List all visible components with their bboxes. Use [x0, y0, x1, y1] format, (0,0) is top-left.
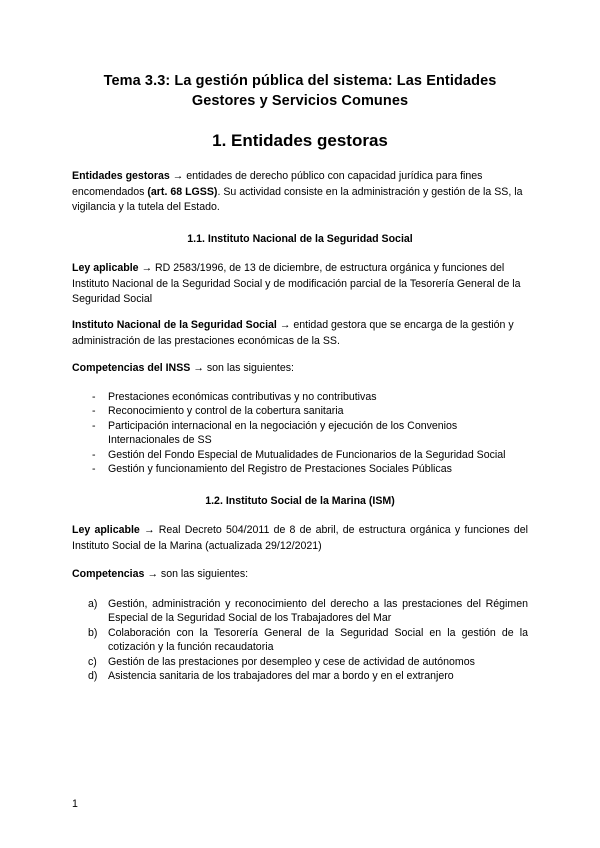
intro-term: Entidades gestoras — [72, 170, 170, 182]
intro-text-1: entidades de derecho público con capacidad jurídica para fines encomendados — [72, 170, 483, 198]
competencias-ism-paragraph — [72, 567, 528, 583]
inss-definition-text: entidad gestora que se encarga de la gestión y administración de las prestaciones económicas de la SS. — [72, 319, 514, 347]
inss-list — [72, 390, 528, 476]
list-item: - Gestión del Fondo Especial de Mutualidades de Funcionarios de la Seguridad Social — [92, 448, 506, 461]
page-number: 1 — [72, 798, 78, 810]
document-title — [60, 71, 540, 111]
list-item: c) Gestión de las prestaciones por desempleo y cese de actividad de autónomos — [88, 655, 475, 668]
list-item: - Participación internacional en la negociación y ejecución de los Convenios Internacionales de SS — [92, 419, 458, 447]
ley-ism-arrow: → — [139, 524, 159, 536]
list-item: - Prestaciones económicas contributivas y no contributivas — [92, 391, 377, 403]
dash-marker: - — [92, 405, 96, 418]
ism-list — [72, 597, 528, 683]
ley-ism-text: Real Decreto 504/2011 de 8 de abril, de estructura orgánica y funciones del Instituto Social de la Marina (actualizada 29/12/2021) — [72, 524, 528, 552]
dash-marker: - — [92, 391, 96, 403]
inss-definition-arrow: → — [276, 319, 294, 331]
dash-marker: - — [92, 448, 96, 461]
title-line-2: Gestores y Servicios Comunes — [191, 93, 409, 109]
subheading-ism: 1.2. Instituto Social de la Marina (ISM) — [205, 495, 395, 507]
intro-ref: (art. 68 LGSS) — [147, 185, 218, 198]
competencias-ism-term: Competencias — [72, 568, 145, 580]
intro-paragraph — [72, 169, 528, 216]
dash-marker: - — [92, 463, 96, 476]
intro-arrow: → — [169, 170, 187, 182]
letter-marker: b) — [88, 626, 98, 639]
inss-definition-paragraph — [72, 318, 528, 349]
ley-ism-paragraph — [72, 523, 528, 554]
list-item: a) Gestión, administración y reconocimiento del derecho a las prestaciones del Régimen Especial de la Seguridad Social de los Trabajadores del Mar — [88, 598, 528, 625]
letter-marker: a) — [88, 598, 98, 610]
intro-text-2: . Su actividad consiste en la administración y gestión de la SS, la vigilancia y la tutela del Estado. — [72, 185, 523, 213]
dash-marker: - — [92, 419, 96, 432]
subheading-inss: 1.1. Instituto Nacional de la Seguridad Social — [187, 233, 413, 245]
competencias-inss-paragraph — [72, 361, 528, 377]
ley-ism-term: Ley aplicable — [72, 524, 140, 536]
list-item: d) Asistencia sanitaria de los trabajadores del mar a bordo y en el extranjero — [88, 670, 454, 683]
inss-definition-term: Instituto Nacional de la Seguridad Social — [72, 319, 277, 331]
competencias-inss-term: Competencias del INSS — [72, 362, 191, 374]
ley-inss-arrow: → — [138, 262, 156, 274]
ley-inss-text: RD 2583/1996, de 13 de diciembre, de estructura orgánica y funciones del Instituto Nacional de la Seguridad Social y de modificación parcial de la Tesorería General de la Seguridad Social — [72, 262, 521, 305]
competencias-ism-text: son las siguientes: — [160, 568, 249, 580]
letter-marker: c) — [88, 655, 97, 668]
section-heading: 1. Entidades gestoras — [212, 131, 388, 150]
ley-inss-term: Ley aplicable — [72, 262, 139, 274]
list-item: - Gestión y funcionamiento del Registro de Prestaciones Sociales Públicas — [92, 463, 452, 476]
competencias-inss-arrow: → — [190, 362, 207, 374]
letter-marker: d) — [88, 670, 98, 683]
competencias-ism-arrow: → — [144, 568, 161, 580]
title-line-1: Tema 3.3: La gestión pública del sistema: Las Entidades — [103, 73, 497, 89]
list-item: b) Colaboración con la Tesorería General de la Seguridad Social en la gestión de la cotización y la función recaudatoria — [88, 626, 528, 654]
ley-inss-paragraph — [72, 261, 528, 308]
list-item: - Reconocimiento y control de la cobertura sanitaria — [92, 405, 344, 418]
competencias-inss-text: son las siguientes: — [206, 362, 294, 374]
